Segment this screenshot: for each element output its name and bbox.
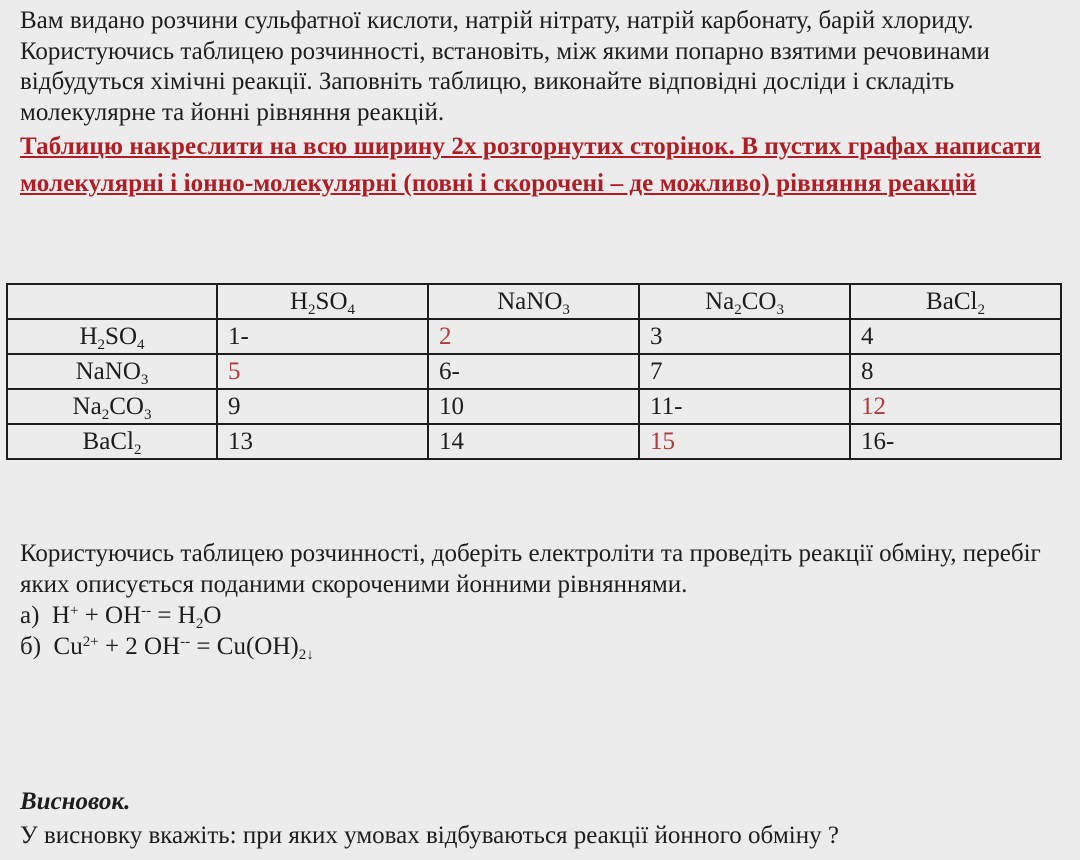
row-header: $H_2SO_4$ [7, 319, 217, 354]
task-intro [20, 6, 1060, 202]
table-cell: 5 [217, 354, 428, 389]
table-header-row [7, 284, 1061, 319]
conclusion-heading: Висновок. [20, 788, 131, 815]
table-cell: 2 [428, 319, 639, 354]
table-cell: 3 [639, 319, 850, 354]
table-cell: 13 [217, 424, 428, 459]
conclusion-text: У висновку вкажіть: при яких умовах відбуваються реакції йонного обміну ? [20, 822, 839, 849]
table-cell: 8 [850, 354, 1061, 389]
table-row [7, 319, 1061, 354]
table-cell: 7 [639, 354, 850, 389]
table-cell: 9 [217, 389, 428, 424]
table-row [7, 424, 1061, 459]
corner-cell [7, 284, 217, 319]
row-header: BaCl$_2$ [7, 424, 217, 459]
column-header: NaNO$_3$ [428, 284, 639, 319]
row-header: NaNO$_3$ [7, 354, 217, 389]
task2-paragraph: Користуючись таблицею розчинності, доберіть електроліти та проведіть реакції обміну, перебіг яких описується поданими скороченими йонними рівняннями. [20, 540, 1041, 598]
equation-a: а) $H^+ + OH^{--} = H_2O$ [20, 602, 222, 632]
table-cell: 11- [639, 389, 850, 424]
reaction-table [6, 283, 1062, 460]
table-cell: 16- [850, 424, 1061, 459]
task-two [20, 538, 1060, 662]
intro-paragraph: Вам видано розчини сульфатної кислоти, натрій нітрату, натрій карбонату, барій хлориду. Користуючись таблицею розчинності, встановіть, між якими попарно взятими речовинами відбудуться хімічні реакції. Заповніть таблицю, виконайте відповідні досліди і складіть молекулярне та йонні рівняння реакцій. [20, 7, 990, 126]
table-cell: 10 [428, 389, 639, 424]
row-header: $Na_2CO_3$ [7, 389, 217, 424]
equation-b: б) $Cu^{2+} + 2$ $OH^{--} = Cu(OH)_{2↓}$ [20, 633, 314, 663]
table-cell: 4 [850, 319, 1061, 354]
table-cell: 1- [217, 319, 428, 354]
column-header: BaCl$_2$ [850, 284, 1061, 319]
table-cell: 15 [639, 424, 850, 459]
table-cell: 14 [428, 424, 639, 459]
table-row [7, 389, 1061, 424]
column-header: $H_2SO_4$ [217, 284, 428, 319]
table-row [7, 354, 1061, 389]
table-instruction: Таблицю накреслити на всю ширину 2х розгорнутих сторінок. В пустих графах написати молекулярні і іонно-молекулярні (повні і скорочені – де можливо) рівняння реакцій [20, 133, 1041, 197]
column-header: $Na_2CO_3$ [639, 284, 850, 319]
table-cell: 6- [428, 354, 639, 389]
table-cell: 12 [850, 389, 1061, 424]
